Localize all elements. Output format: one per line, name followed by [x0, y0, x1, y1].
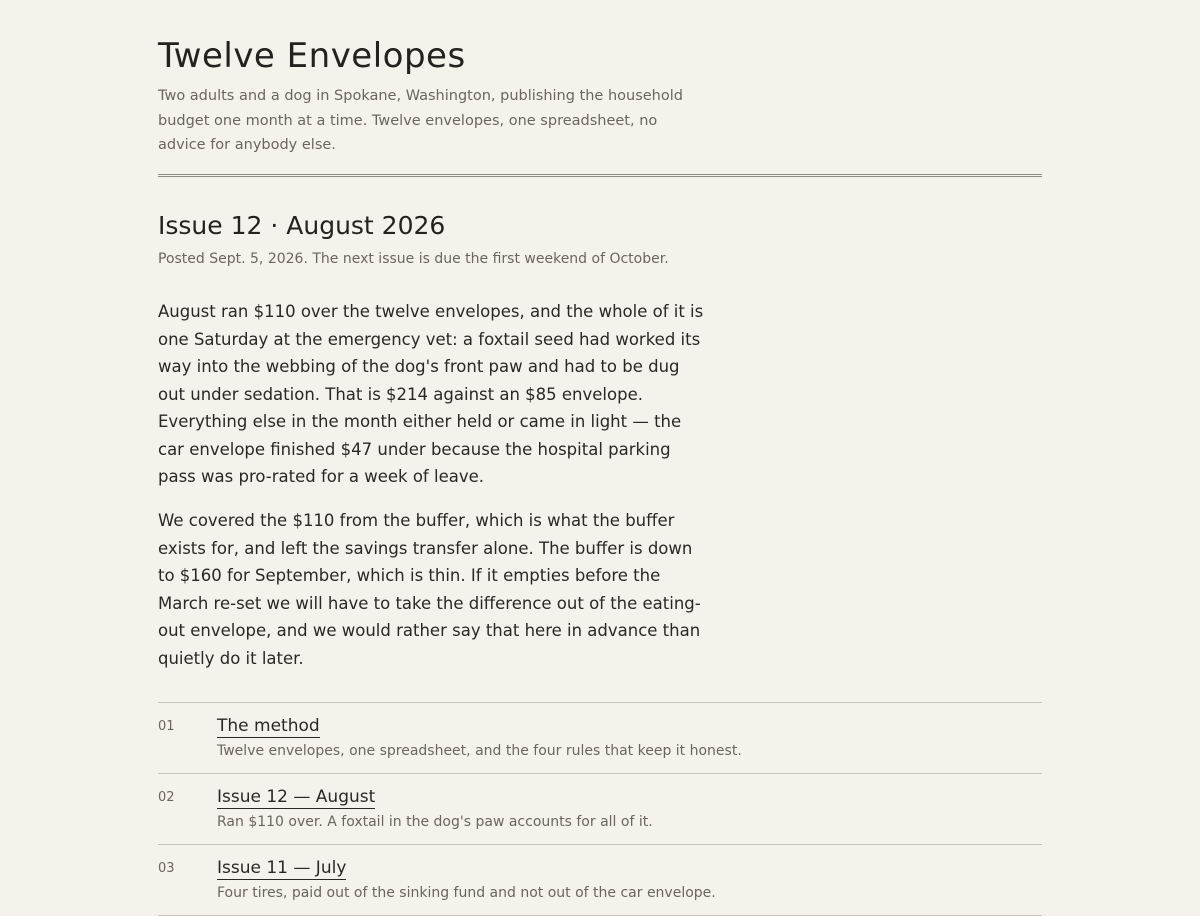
header-divider	[158, 174, 1042, 177]
body-paragraph: We covered the $110 from the buffer, which is what the buffer exists for, and left the savings transfer alone. The buffer is down to $160 for September, which is thin. If it empties before the March re-set we will have to take the difference out of the eating-out envelope, and we would rather say that here in advance than quietly do it later.	[158, 511, 701, 668]
issue-title: Issue 12 · August 2026	[158, 211, 446, 240]
body-paragraph: August ran $110 over the twelve envelopes, and the whole of it is one Saturday at the emergency vet: a foxtail seed had worked its way into the webbing of the dog's front paw and had to be dug out under sedation. That is $214 against an $85 envelope. Everything else in the month either held or came in light — the car envelope finished $47 under because the hospital parking pass was pro-rated for a week of leave.	[158, 302, 704, 486]
item-number: 02	[158, 790, 175, 805]
item-number: 03	[158, 861, 175, 876]
site-title: Twelve Envelopes	[158, 36, 466, 76]
item-description: Four tires, paid out of the sinking fund and not out of the car envelope.	[217, 885, 716, 901]
list-item	[158, 703, 1042, 774]
item-number: 01	[158, 719, 175, 734]
issue-meta: Posted Sept. 5, 2026. The next issue is due the first weekend of October.	[158, 251, 669, 267]
issue-body	[158, 298, 708, 689]
item-link-method[interactable]: The method	[217, 716, 320, 736]
list-item	[158, 845, 1042, 916]
item-link-issue-11[interactable]: Issue 11 — July	[217, 858, 347, 878]
list-item	[158, 774, 1042, 845]
item-link-issue-12[interactable]: Issue 12 — August	[217, 787, 376, 807]
item-description: Ran $110 over. A foxtail in the dog's paw accounts for all of it.	[217, 814, 653, 830]
issue-list	[158, 702, 1042, 916]
site-tagline: Two adults and a dog in Spokane, Washington, publishing the household budget one month at a time. Twelve envelopes, one spreadsheet, no advice for anybody else.	[158, 88, 683, 153]
item-description: Twelve envelopes, one spreadsheet, and the four rules that keep it honest.	[217, 743, 742, 759]
